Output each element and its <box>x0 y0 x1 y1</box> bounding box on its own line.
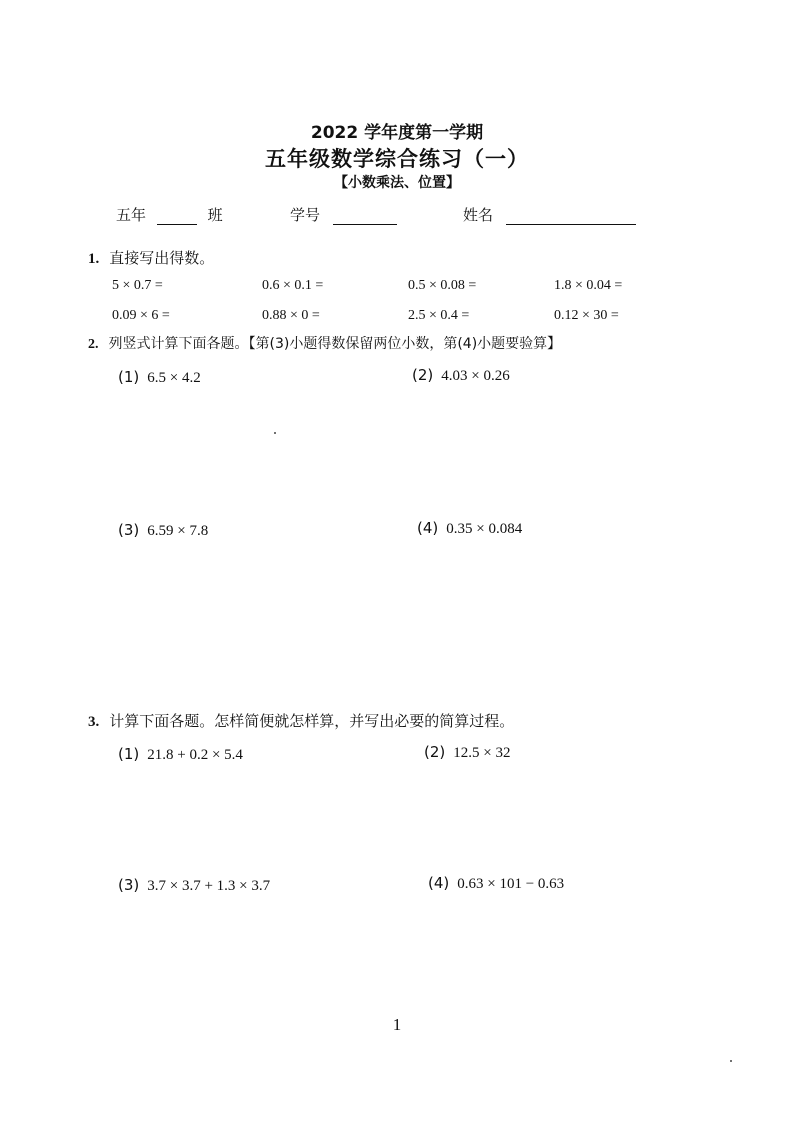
simplify-calc-item: (2) 12.5 × 32 <box>424 743 511 761</box>
class-blank[interactable] <box>157 210 197 225</box>
oral-calc-item: 0.88 × 0 = <box>262 308 320 323</box>
oral-calc-item: 0.12 × 30 = <box>554 308 619 323</box>
scan-speck <box>274 432 276 434</box>
question-2-number: 2. <box>88 337 99 352</box>
oral-calc-item: 0.6 × 0.1 = <box>262 278 324 293</box>
class-suffix-label: 班 <box>207 206 223 224</box>
oral-calc-item: 1.8 × 0.04 = <box>554 278 623 293</box>
question-3-prompt: 计算下面各题。怎样简便就怎样算，并写出必要的简算过程。 <box>109 712 515 730</box>
vertical-calc-item: (1) 6.5 × 4.2 <box>118 368 201 386</box>
semester-subtitle: 2022 学年度第一学期 <box>310 123 484 143</box>
oral-calc-item: 0.09 × 6 = <box>112 308 170 323</box>
student-id-label: 学号 <box>290 206 321 224</box>
oral-calc-item: 0.5 × 0.08 = <box>408 278 477 293</box>
question-2-header <box>88 333 561 353</box>
simplify-calc-item: (4) 0.63 × 101 − 0.63 <box>428 874 565 892</box>
oral-calc-item: 2.5 × 0.4 = <box>408 308 470 323</box>
vertical-calc-item: (2) 4.03 × 0.26 <box>412 366 510 384</box>
simplify-calc-item: (3) 3.7 × 3.7 + 1.3 × 3.7 <box>118 876 271 894</box>
vertical-calc-item: (3) 6.59 × 7.8 <box>118 521 209 539</box>
question-1-prompt: 直接写出得数。 <box>109 249 215 267</box>
student-name-label: 姓名 <box>463 206 494 224</box>
question-1-header <box>88 247 214 268</box>
class-field <box>116 204 223 225</box>
student-id-field <box>290 204 397 225</box>
question-3-number: 3. <box>88 714 100 730</box>
student-id-blank[interactable] <box>333 210 397 225</box>
grade-prefix-label: 五年 <box>116 206 147 224</box>
question-2-prompt: 列竖式计算下面各题。【第(3)小题得数保留两位小数，第(4)小题要验算】 <box>108 336 562 352</box>
question-1-number: 1. <box>88 251 100 267</box>
page-number: 1 <box>392 1015 402 1034</box>
scan-speck <box>730 1060 732 1062</box>
simplify-calc-item: (1) 21.8 + 0.2 × 5.4 <box>118 745 243 763</box>
worksheet-title: 五年级数学综合练习（一） <box>265 147 529 171</box>
oral-calc-item: 5 × 0.7 = <box>112 278 163 293</box>
student-name-field <box>463 204 636 225</box>
topic-tag: 【小数乘法、位置】 <box>334 175 460 191</box>
question-3-header <box>88 710 514 731</box>
vertical-calc-item: (4) 0.35 × 0.084 <box>417 519 523 537</box>
student-name-blank[interactable] <box>506 210 636 225</box>
